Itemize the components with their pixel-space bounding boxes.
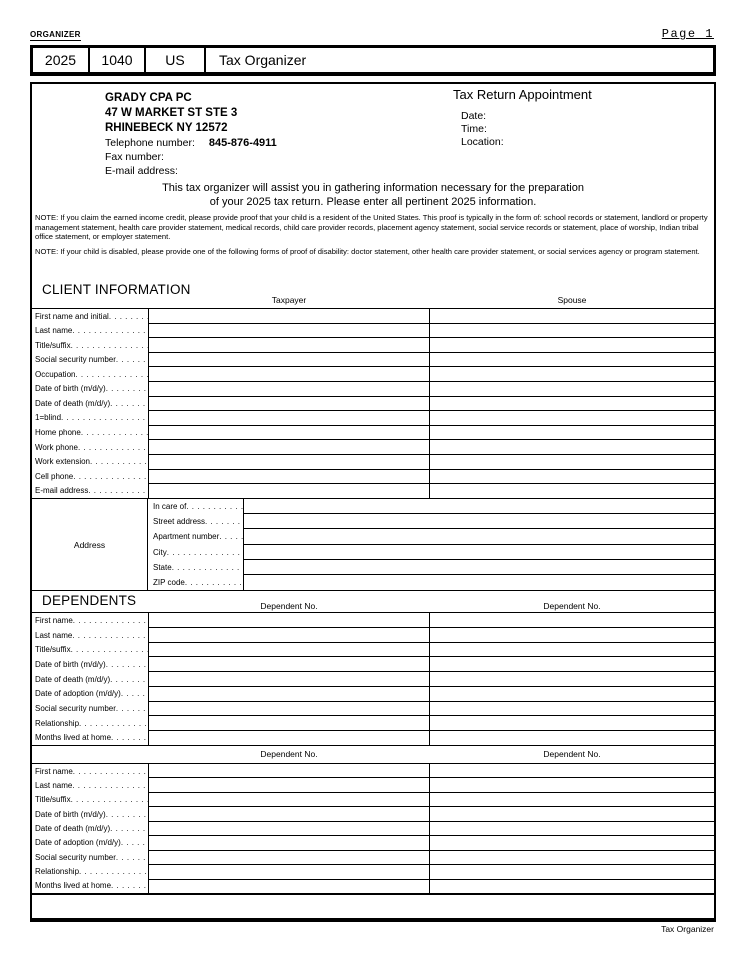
field-row <box>149 382 714 397</box>
field-row <box>149 613 714 628</box>
dependent-2-input-cell[interactable] <box>430 628 714 642</box>
field-row <box>149 865 714 879</box>
appointment-date-label: Date: <box>461 110 487 122</box>
row-label: Last name . . . <box>33 324 148 339</box>
form-number-cell: 1040 <box>90 48 146 72</box>
appointment-block <box>453 87 592 149</box>
field-row <box>149 851 714 865</box>
dependent-3-input-cell[interactable] <box>149 764 430 777</box>
country-cell: US <box>146 48 206 72</box>
field-row <box>149 731 714 745</box>
dependent-2-input-cell[interactable] <box>430 613 714 627</box>
field-row <box>149 702 714 717</box>
field-row <box>149 657 714 672</box>
taxpayer-input-cell[interactable] <box>149 367 430 381</box>
field-row <box>149 426 714 441</box>
note-disability-proof: NOTE: If your child is disabled, please provide one of the following forms of proof of disability: doctor statement, other health care provider statement, or social services agency or program statement. <box>35 247 700 256</box>
appointment-location-label: Location: <box>461 136 504 148</box>
field-row <box>149 324 714 339</box>
row-label: Date of adoption (m/d/y) . . . <box>33 836 148 850</box>
phone-value: 845-876-4911 <box>208 137 277 149</box>
dependent-4-input-cell[interactable] <box>430 807 714 820</box>
address-input-cell[interactable] <box>244 499 714 514</box>
taxpayer-input-cell[interactable] <box>149 484 430 498</box>
spouse-input-cell[interactable] <box>430 484 714 498</box>
dependent-no-header-3: Dependent No. <box>260 749 318 759</box>
row-label: Social security number . . . <box>33 701 148 716</box>
divider-line <box>32 590 714 591</box>
phone-label: Telephone number: <box>105 137 195 149</box>
dependent-3-input-cell[interactable] <box>149 807 430 820</box>
field-row <box>149 397 714 412</box>
dependent-2-input-cell[interactable] <box>430 716 714 730</box>
firm-block <box>105 91 277 178</box>
field-row <box>149 309 714 324</box>
taxpayer-input-cell[interactable] <box>149 338 430 352</box>
spouse-input-cell[interactable] <box>430 470 714 484</box>
row-label: E-mail address . . . <box>33 483 148 498</box>
row-label: Date of birth (m/d/y) . . . <box>33 807 148 821</box>
row-label: Months lived at home . . . <box>33 730 148 745</box>
dependent-3-input-cell[interactable] <box>149 836 430 849</box>
address-block <box>32 499 714 590</box>
intro-paragraph <box>32 181 714 209</box>
row-label: Date of birth (m/d/y) . . . <box>33 382 148 397</box>
dependent-1-input-cell[interactable] <box>149 657 430 671</box>
field-row <box>149 455 714 470</box>
dependent-4-input-cell[interactable] <box>430 764 714 777</box>
spouse-input-cell[interactable] <box>430 338 714 352</box>
address-row <box>149 575 714 590</box>
dependent-4-input-cell[interactable] <box>430 793 714 806</box>
row-label: 1=blind . . . <box>33 411 148 426</box>
row-label: Date of death (m/d/y) . . . <box>33 821 148 835</box>
field-row <box>149 484 714 498</box>
address-row <box>149 560 714 575</box>
address-row <box>149 499 714 514</box>
address-sub-label: Apartment number . . . <box>149 529 244 544</box>
dependents-table1-labels <box>33 613 148 745</box>
address-rows <box>149 499 714 590</box>
row-label: Title/suffix . . . <box>33 793 148 807</box>
row-label: Cell phone . . . <box>33 469 148 484</box>
row-label: First name . . . <box>33 764 148 778</box>
row-label: Last name . . . <box>33 778 148 792</box>
address-sub-label: Street address . . . <box>149 514 244 529</box>
dependents-table2-fields <box>148 764 714 893</box>
spouse-input-cell[interactable] <box>430 382 714 396</box>
spouse-input-cell[interactable] <box>430 367 714 381</box>
row-label: Relationship . . . <box>33 864 148 878</box>
intro-line-1: This tax organizer will assist you in gathering information necessary for the preparation <box>162 182 584 194</box>
taxpayer-input-cell[interactable] <box>149 353 430 367</box>
intro-line-2: of your 2025 tax return. Please enter all pertinent 2025 information. <box>209 196 537 208</box>
row-label: Date of birth (m/d/y) . . . <box>33 657 148 672</box>
row-label: Months lived at home . . . <box>33 879 148 893</box>
taxpayer-input-cell[interactable] <box>149 455 430 469</box>
divider-line <box>32 893 714 895</box>
appointment-time-label: Time: <box>461 123 487 135</box>
field-row <box>149 353 714 368</box>
dependent-1-input-cell[interactable] <box>149 628 430 642</box>
taxpayer-input-cell[interactable] <box>149 309 430 323</box>
field-row <box>149 880 714 893</box>
spouse-input-cell[interactable] <box>430 309 714 323</box>
email-label: E-mail address: <box>105 165 178 177</box>
dependent-1-input-cell[interactable] <box>149 643 430 657</box>
field-row <box>149 411 714 426</box>
taxpayer-column-header: Taxpayer <box>271 295 307 305</box>
dependent-2-input-cell[interactable] <box>430 672 714 686</box>
spouse-input-cell[interactable] <box>430 353 714 367</box>
address-row <box>149 545 714 560</box>
dependent-4-input-cell[interactable] <box>430 778 714 791</box>
row-label: Date of death (m/d/y) . . . <box>33 396 148 411</box>
address-input-cell[interactable] <box>244 560 714 575</box>
field-row <box>149 822 714 836</box>
row-label: Home phone . . . <box>33 425 148 440</box>
dependent-2-input-cell[interactable] <box>430 687 714 701</box>
firm-name: GRADY CPA PC <box>105 92 192 104</box>
fax-label: Fax number: <box>105 151 164 163</box>
dependent-1-input-cell[interactable] <box>149 716 430 730</box>
top-bar <box>30 25 716 41</box>
note-earned-income-credit: NOTE: If you claim the earned income credit, please provide proof that your child is a resident of the United States. This proof is typically in the form of: school records or statement, landlord or property management statement, health care provider statement, medical records, child care provider records, placement agency statement, social service records or statement, place of worship, Indian tribal office statement, or employer statement. <box>35 213 708 242</box>
spouse-input-cell[interactable] <box>430 455 714 469</box>
appointment-title: Tax Return Appointment <box>453 87 592 102</box>
taxpayer-input-cell[interactable] <box>149 426 430 440</box>
taxpayer-input-cell[interactable] <box>149 440 430 454</box>
taxpayer-input-cell[interactable] <box>149 411 430 425</box>
address-sub-label: City . . . <box>149 545 244 560</box>
dependent-1-input-cell[interactable] <box>149 702 430 716</box>
address-sub-label: ZIP code . . . <box>149 575 244 590</box>
row-label: Social security number . . . <box>33 850 148 864</box>
row-label: Relationship . . . <box>33 716 148 731</box>
firm-phone-row <box>105 136 277 150</box>
field-row <box>149 470 714 485</box>
field-row <box>149 440 714 455</box>
row-label: Work extension . . . <box>33 454 148 469</box>
field-row <box>149 716 714 731</box>
spouse-column-header: Spouse <box>557 295 587 305</box>
dependent-3-input-cell[interactable] <box>149 851 430 864</box>
client-information-title: CLIENT INFORMATION <box>42 282 191 297</box>
field-row <box>149 764 714 778</box>
dependent-1-input-cell[interactable] <box>149 731 430 745</box>
dependent-no-header-2: Dependent No. <box>543 601 601 611</box>
firm-address-line2: RHINEBECK NY 12572 <box>105 122 228 134</box>
page-number: Page 1 <box>661 27 714 41</box>
row-label: Date of adoption (m/d/y) . . . <box>33 686 148 701</box>
address-input-cell[interactable] <box>244 545 714 560</box>
row-label: Work phone . . . <box>33 440 148 455</box>
field-row <box>149 338 714 353</box>
spouse-input-cell[interactable] <box>430 440 714 454</box>
spouse-input-cell[interactable] <box>430 411 714 425</box>
tax-year-cell: 2025 <box>33 48 90 72</box>
row-label: First name and initial . . . <box>33 309 148 324</box>
dependents-table1-fields <box>148 613 714 745</box>
address-sub-label: State . . . <box>149 560 244 575</box>
field-row <box>149 687 714 702</box>
dependent-3-input-cell[interactable] <box>149 778 430 791</box>
address-input-cell[interactable] <box>244 514 714 529</box>
field-row <box>149 672 714 687</box>
row-label: Last name . . . <box>33 628 148 643</box>
row-label: First name . . . <box>33 613 148 628</box>
taxpayer-input-cell[interactable] <box>149 324 430 338</box>
dependent-no-header-1: Dependent No. <box>260 601 318 611</box>
field-row <box>149 367 714 382</box>
taxpayer-input-cell[interactable] <box>149 470 430 484</box>
organizer-label: ORGANIZER <box>30 30 81 39</box>
spouse-input-cell[interactable] <box>430 426 714 440</box>
dependents-title: DEPENDENTS <box>42 593 137 608</box>
address-row <box>149 514 714 529</box>
taxpayer-input-cell[interactable] <box>149 382 430 396</box>
dependent-3-input-cell[interactable] <box>149 880 430 893</box>
firm-address-line1: 47 W MARKET ST STE 3 <box>105 107 238 119</box>
dependent-2-input-cell[interactable] <box>430 702 714 716</box>
dependent-3-input-cell[interactable] <box>149 865 430 878</box>
form-title-cell: Tax Organizer <box>219 52 307 68</box>
client-info-labels <box>33 309 148 498</box>
dependent-4-input-cell[interactable] <box>430 865 714 878</box>
address-input-cell[interactable] <box>244 575 714 590</box>
dependent-no-header-4: Dependent No. <box>543 749 601 759</box>
dependent-3-input-cell[interactable] <box>149 822 430 835</box>
field-row <box>149 793 714 807</box>
dependent-1-input-cell[interactable] <box>149 687 430 701</box>
row-label: Title/suffix . . . <box>33 338 148 353</box>
field-row <box>149 807 714 821</box>
address-input-cell[interactable] <box>244 529 714 544</box>
form-header <box>30 45 716 76</box>
divider-line <box>32 745 714 746</box>
dependent-3-input-cell[interactable] <box>149 793 430 806</box>
dependents-table2-labels <box>33 764 148 893</box>
row-label: Social security number . . . <box>33 353 148 368</box>
field-row <box>149 643 714 658</box>
dependent-4-input-cell[interactable] <box>430 822 714 835</box>
dependent-1-input-cell[interactable] <box>149 613 430 627</box>
address-sub-label: In care of . . . <box>149 499 244 514</box>
dependent-1-input-cell[interactable] <box>149 672 430 686</box>
row-label: Title/suffix . . . <box>33 642 148 657</box>
field-row <box>149 628 714 643</box>
dependent-4-input-cell[interactable] <box>430 836 714 849</box>
footer-label: Tax Organizer <box>661 924 714 934</box>
spouse-input-cell[interactable] <box>430 324 714 338</box>
dependent-4-input-cell[interactable] <box>430 851 714 864</box>
client-info-fields <box>148 309 714 498</box>
address-row <box>149 529 714 544</box>
row-label: Occupation . . . <box>33 367 148 382</box>
dependent-4-input-cell[interactable] <box>430 880 714 893</box>
field-row <box>149 778 714 792</box>
row-label: Date of death (m/d/y) . . . <box>33 672 148 687</box>
main-content-box <box>30 82 716 922</box>
spouse-input-cell[interactable] <box>430 397 714 411</box>
dependent-2-input-cell[interactable] <box>430 657 714 671</box>
taxpayer-input-cell[interactable] <box>149 397 430 411</box>
dependent-2-input-cell[interactable] <box>430 643 714 657</box>
address-label: Address <box>32 499 148 590</box>
field-row <box>149 836 714 850</box>
dependent-2-input-cell[interactable] <box>430 731 714 745</box>
